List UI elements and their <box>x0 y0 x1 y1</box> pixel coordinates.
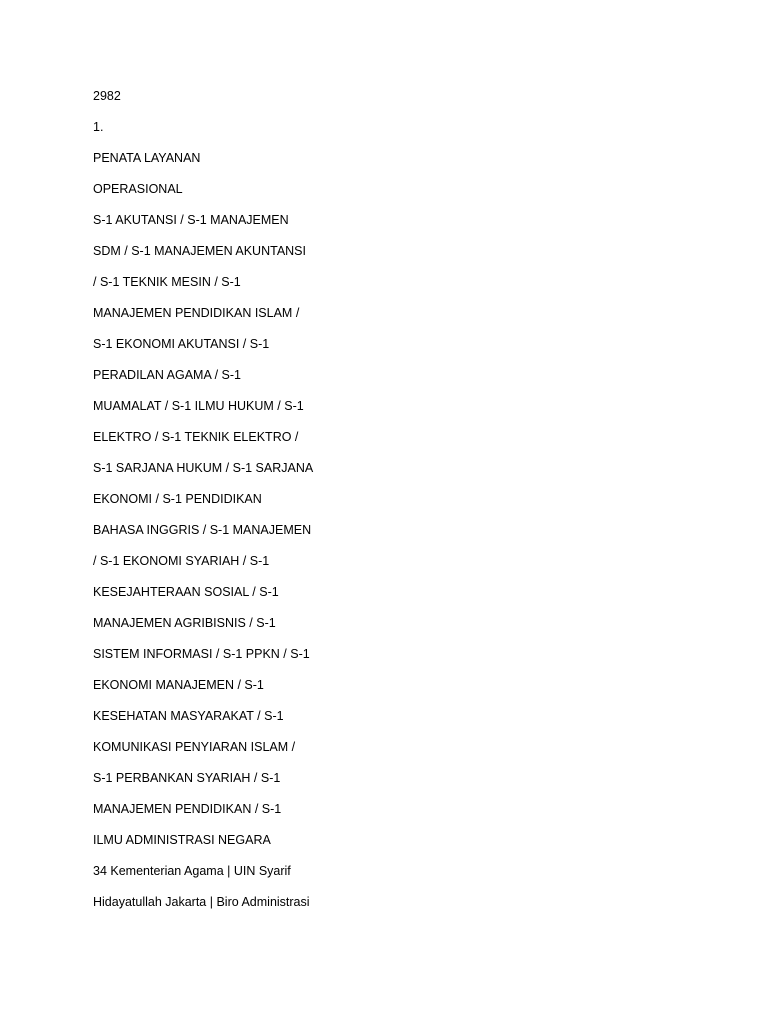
position-title-line-2: OPERASIONAL <box>93 182 183 196</box>
qualification-line: MANAJEMEN AGRIBISNIS / S-1 <box>93 616 276 630</box>
qualification-line: EKONOMI MANAJEMEN / S-1 <box>93 678 264 692</box>
page-footer-line-1: 34 Kementerian Agama | UIN Syarif <box>93 864 291 878</box>
qualification-line: SDM / S-1 MANAJEMEN AKUNTANSI <box>93 244 306 258</box>
document-text-block <box>93 86 693 923</box>
qualification-line: MANAJEMEN PENDIDIKAN ISLAM / <box>93 306 300 320</box>
qualification-line: / S-1 EKONOMI SYARIAH / S-1 <box>93 554 270 568</box>
qualification-line: ELEKTRO / S-1 TEKNIK ELEKTRO / <box>93 430 299 444</box>
item-number: 1. <box>93 120 104 134</box>
qualification-line: MUAMALAT / S-1 ILMU HUKUM / S-1 <box>93 399 304 413</box>
qualification-line: / S-1 TEKNIK MESIN / S-1 <box>93 275 241 289</box>
qualification-line: S-1 PERBANKAN SYARIAH / S-1 <box>93 771 281 785</box>
qualification-line: S-1 AKUTANSI / S-1 MANAJEMEN <box>93 213 289 227</box>
qualification-line: SISTEM INFORMASI / S-1 PPKN / S-1 <box>93 647 310 661</box>
qualification-line: KOMUNIKASI PENYIARAN ISLAM / <box>93 740 296 754</box>
position-title-line-1: PENATA LAYANAN <box>93 151 201 165</box>
qualification-line: PERADILAN AGAMA / S-1 <box>93 368 241 382</box>
qualification-line: KESEJAHTERAAN SOSIAL / S-1 <box>93 585 279 599</box>
qualification-line: ILMU ADMINISTRASI NEGARA <box>93 833 271 847</box>
qualification-line: EKONOMI / S-1 PENDIDIKAN <box>93 492 262 506</box>
qualification-line: KESEHATAN MASYARAKAT / S-1 <box>93 709 284 723</box>
formation-count: 2982 <box>93 89 121 103</box>
page-footer-line-2: Hidayatullah Jakarta | Biro Administrasi <box>93 895 310 909</box>
qualification-line: MANAJEMEN PENDIDIKAN / S-1 <box>93 802 282 816</box>
qualification-line: S-1 SARJANA HUKUM / S-1 SARJANA <box>93 461 314 475</box>
qualification-line: S-1 EKONOMI AKUTANSI / S-1 <box>93 337 270 351</box>
qualification-line: BAHASA INGGRIS / S-1 MANAJEMEN <box>93 523 312 537</box>
